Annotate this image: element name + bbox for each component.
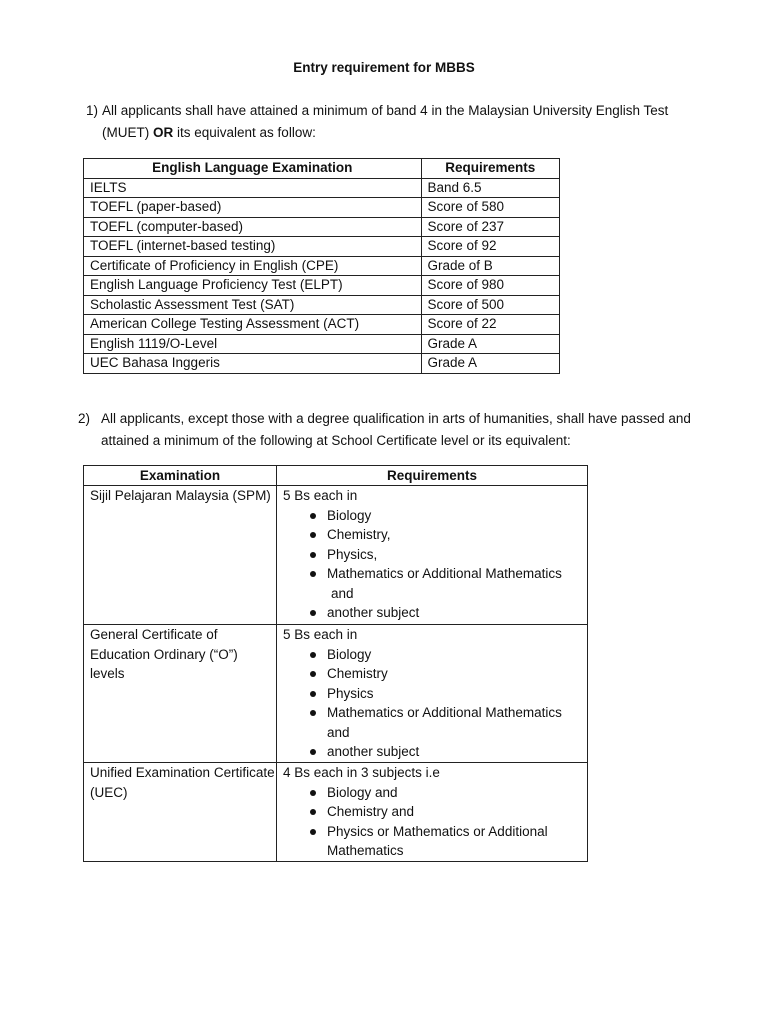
table-row	[84, 237, 560, 257]
column-header: Requirements	[277, 466, 588, 486]
paragraph-number: 1)	[86, 103, 99, 118]
column-header: Examination	[84, 466, 277, 486]
requirement-intro: 4 Bs each in 3 subjects i.e	[283, 765, 440, 780]
column-header: English Language Examination	[84, 159, 422, 179]
requirement-cell: Band 6.5	[421, 178, 560, 198]
requirement-cell: Score of 92	[421, 237, 560, 257]
exam-cell: IELTS	[84, 178, 422, 198]
exam-cell: Unified Examination Certificate (UEC)	[84, 763, 277, 862]
exam-cell: Scholastic Assessment Test (SAT)	[84, 295, 422, 315]
requirement-paragraph-2	[78, 408, 718, 452]
paragraph-text: All applicants, except those with a degree qualification in arts of humanities, shall have passed and attained a minimum of the following at School Certificate level or its equivalent:	[101, 411, 691, 448]
paragraph-text: All applicants shall have attained a minimum of band 4 in the Malaysian University English Test (MUET) OR its equivalent as follow:	[102, 103, 669, 140]
list-item: Physics or Mathematics or Additional Mathematics	[327, 822, 587, 861]
list-item: Physics,	[327, 545, 587, 565]
exam-cell: TOEFL (computer-based)	[84, 217, 422, 237]
exam-cell: American College Testing Assessment (ACT)	[84, 315, 422, 335]
list-continuation: and	[331, 585, 354, 601]
table-header-row	[84, 159, 560, 179]
subject-list	[283, 783, 587, 861]
subject-list	[283, 742, 587, 762]
list-item: Chemistry	[327, 664, 587, 684]
requirement-paragraph-1	[86, 100, 686, 144]
subject-list	[283, 603, 587, 623]
list-item: Biology and	[327, 783, 587, 803]
column-header: Requirements	[421, 159, 560, 179]
list-item: Biology	[327, 645, 587, 665]
table-row	[84, 763, 588, 862]
list-item: Biology	[327, 506, 587, 526]
list-item: another subject	[327, 742, 587, 762]
or-emphasis: OR	[153, 125, 174, 140]
table-header-row	[84, 466, 588, 486]
table-row	[84, 354, 560, 374]
table-row	[84, 217, 560, 237]
requirement-cell	[277, 625, 588, 763]
list-item: Mathematics or Additional Mathematics	[327, 564, 587, 584]
list-item: Chemistry,	[327, 525, 587, 545]
list-item: Mathematics or Additional Mathematics	[327, 703, 587, 723]
list-item: Physics	[327, 684, 587, 704]
list-item: Chemistry and	[327, 802, 587, 822]
requirement-cell: Grade A	[421, 334, 560, 354]
exam-cell: Sijil Pelajaran Malaysia (SPM)	[84, 486, 277, 625]
requirement-intro: 5 Bs each in	[283, 488, 358, 503]
exam-cell: TOEFL (paper-based)	[84, 198, 422, 218]
exam-cell: English 1119/O-Level	[84, 334, 422, 354]
school-certificate-table	[83, 465, 588, 862]
exam-cell: English Language Proficiency Test (ELPT)	[84, 276, 422, 296]
requirement-cell	[277, 763, 588, 862]
requirement-cell: Score of 237	[421, 217, 560, 237]
table-row	[84, 334, 560, 354]
table-row	[84, 295, 560, 315]
exam-cell: UEC Bahasa Inggeris	[84, 354, 422, 374]
paragraph-number: 2)	[78, 411, 91, 426]
requirement-cell: Score of 500	[421, 295, 560, 315]
table-row	[84, 315, 560, 335]
requirement-cell: Grade of B	[421, 256, 560, 276]
english-requirements-table	[83, 158, 560, 374]
exam-cell: TOEFL (internet-based testing)	[84, 237, 422, 257]
subject-list	[283, 645, 587, 723]
page-title: Entry requirement for MBBS	[293, 60, 475, 75]
table-row	[84, 198, 560, 218]
requirement-intro: 5 Bs each in	[283, 627, 358, 642]
requirement-cell: Grade A	[421, 354, 560, 374]
exam-cell: General Certificate of Education Ordinary (“O”) levels	[84, 625, 277, 763]
table-row	[84, 625, 588, 763]
requirement-cell: Score of 22	[421, 315, 560, 335]
list-item: another subject	[327, 603, 587, 623]
requirement-cell: Score of 980	[421, 276, 560, 296]
table-row	[84, 256, 560, 276]
subject-list	[283, 506, 587, 584]
table-row	[84, 276, 560, 296]
table-row	[84, 178, 560, 198]
exam-cell: Certificate of Proficiency in English (CPE)	[84, 256, 422, 276]
table-row	[84, 486, 588, 625]
requirement-cell	[277, 486, 588, 625]
requirement-cell: Score of 580	[421, 198, 560, 218]
list-continuation: and	[327, 724, 350, 740]
